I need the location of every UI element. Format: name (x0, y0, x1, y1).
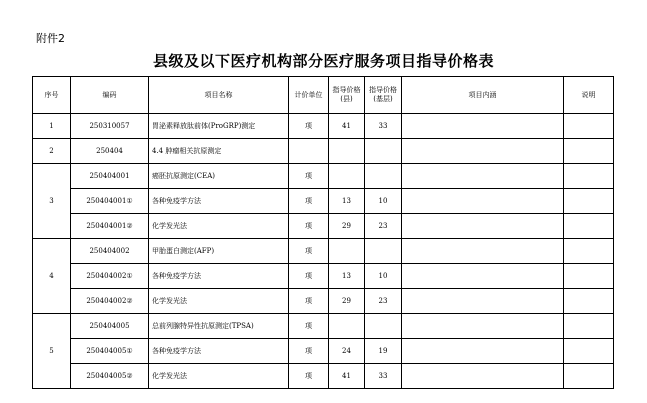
price-grassroots-cell (365, 314, 402, 339)
name-cell: 化学发光法 (149, 364, 289, 389)
table-row (33, 114, 614, 139)
table-row (33, 289, 614, 314)
header-note: 说明 (564, 77, 614, 114)
price-grassroots-cell (365, 164, 402, 189)
seq-cell: 4 (33, 239, 71, 314)
name-cell: 4.4 肿瘤相关抗原测定 (149, 139, 289, 164)
seq-cell: 2 (33, 139, 71, 164)
unit-cell: 项 (289, 264, 329, 289)
name-cell: 各种免疫学方法 (149, 339, 289, 364)
price-grassroots-cell (365, 239, 402, 264)
table-row (33, 239, 614, 264)
table-header-row (33, 77, 614, 114)
header-unit: 计价单位 (289, 77, 329, 114)
unit-cell: 项 (289, 189, 329, 214)
unit-cell: 项 (289, 339, 329, 364)
note-cell (564, 314, 614, 339)
content-cell (402, 189, 564, 214)
price-county-cell: 29 (329, 289, 365, 314)
header-code: 编码 (71, 77, 149, 114)
price-grassroots-cell: 33 (365, 114, 402, 139)
table-row (33, 139, 614, 164)
code-cell: 250404001 (71, 164, 149, 189)
content-cell (402, 114, 564, 139)
code-cell: 250404005② (71, 364, 149, 389)
table-row (33, 364, 614, 389)
code-cell: 250404001② (71, 214, 149, 239)
header-content: 项目内涵 (402, 77, 564, 114)
name-cell: 总前列腺特异性抗原测定(TPSA) (149, 314, 289, 339)
page-title: 县级及以下医疗机构部分医疗服务项目指导价格表 (152, 52, 494, 70)
code-cell: 250404002 (71, 239, 149, 264)
name-cell: 化学发光法 (149, 289, 289, 314)
note-cell (564, 264, 614, 289)
seq-cell: 1 (33, 114, 71, 139)
name-cell: 癌胚抗原测定(CEA) (149, 164, 289, 189)
price-county-cell: 41 (329, 114, 365, 139)
price-county-cell (329, 139, 365, 164)
table-row (33, 314, 614, 339)
content-cell (402, 239, 564, 264)
content-cell (402, 139, 564, 164)
note-cell (564, 139, 614, 164)
price-county-cell (329, 314, 365, 339)
unit-cell: 项 (289, 239, 329, 264)
table-row (33, 189, 614, 214)
price-county-cell (329, 164, 365, 189)
content-cell (402, 289, 564, 314)
price-county-cell: 13 (329, 189, 365, 214)
note-cell (564, 164, 614, 189)
table-row (33, 164, 614, 189)
content-cell (402, 339, 564, 364)
price-grassroots-cell: 23 (365, 289, 402, 314)
header-price-county: 指导价格(县) (329, 77, 365, 114)
table-row (33, 214, 614, 239)
note-cell (564, 114, 614, 139)
unit-cell: 项 (289, 214, 329, 239)
name-cell: 各种免疫学方法 (149, 264, 289, 289)
unit-cell (289, 139, 329, 164)
unit-cell: 项 (289, 314, 329, 339)
header-name: 项目名称 (149, 77, 289, 114)
seq-cell: 3 (33, 164, 71, 239)
name-cell: 化学发光法 (149, 214, 289, 239)
price-county-cell: 29 (329, 214, 365, 239)
attachment-label: 附件2 (36, 32, 65, 45)
content-cell (402, 364, 564, 389)
code-cell: 250404005 (71, 314, 149, 339)
unit-cell: 项 (289, 364, 329, 389)
header-price-grassroots: 指导价格(基层) (365, 77, 402, 114)
code-cell: 250404 (71, 139, 149, 164)
note-cell (564, 364, 614, 389)
note-cell (564, 289, 614, 314)
note-cell (564, 339, 614, 364)
price-county-cell (329, 239, 365, 264)
price-table (32, 76, 614, 389)
price-grassroots-cell: 23 (365, 214, 402, 239)
note-cell (564, 239, 614, 264)
note-cell (564, 214, 614, 239)
unit-cell: 项 (289, 114, 329, 139)
code-cell: 250310057 (71, 114, 149, 139)
price-county-cell: 41 (329, 364, 365, 389)
code-cell: 250404005① (71, 339, 149, 364)
price-grassroots-cell: 10 (365, 264, 402, 289)
name-cell: 各种免疫学方法 (149, 189, 289, 214)
code-cell: 250404002① (71, 264, 149, 289)
table-row (33, 339, 614, 364)
code-cell: 250404001① (71, 189, 149, 214)
unit-cell: 项 (289, 164, 329, 189)
price-county-cell: 13 (329, 264, 365, 289)
unit-cell: 项 (289, 289, 329, 314)
content-cell (402, 214, 564, 239)
price-grassroots-cell: 10 (365, 189, 402, 214)
code-cell: 250404002② (71, 289, 149, 314)
header-seq: 序号 (33, 77, 71, 114)
content-cell (402, 264, 564, 289)
seq-cell: 5 (33, 314, 71, 389)
content-cell (402, 314, 564, 339)
table-row (33, 264, 614, 289)
note-cell (564, 189, 614, 214)
name-cell: 甲胎蛋白测定(AFP) (149, 239, 289, 264)
price-county-cell: 24 (329, 339, 365, 364)
price-grassroots-cell (365, 139, 402, 164)
price-grassroots-cell: 19 (365, 339, 402, 364)
content-cell (402, 164, 564, 189)
price-grassroots-cell: 33 (365, 364, 402, 389)
name-cell: 胃泌素释放肽前体(ProGRP)测定 (149, 114, 289, 139)
